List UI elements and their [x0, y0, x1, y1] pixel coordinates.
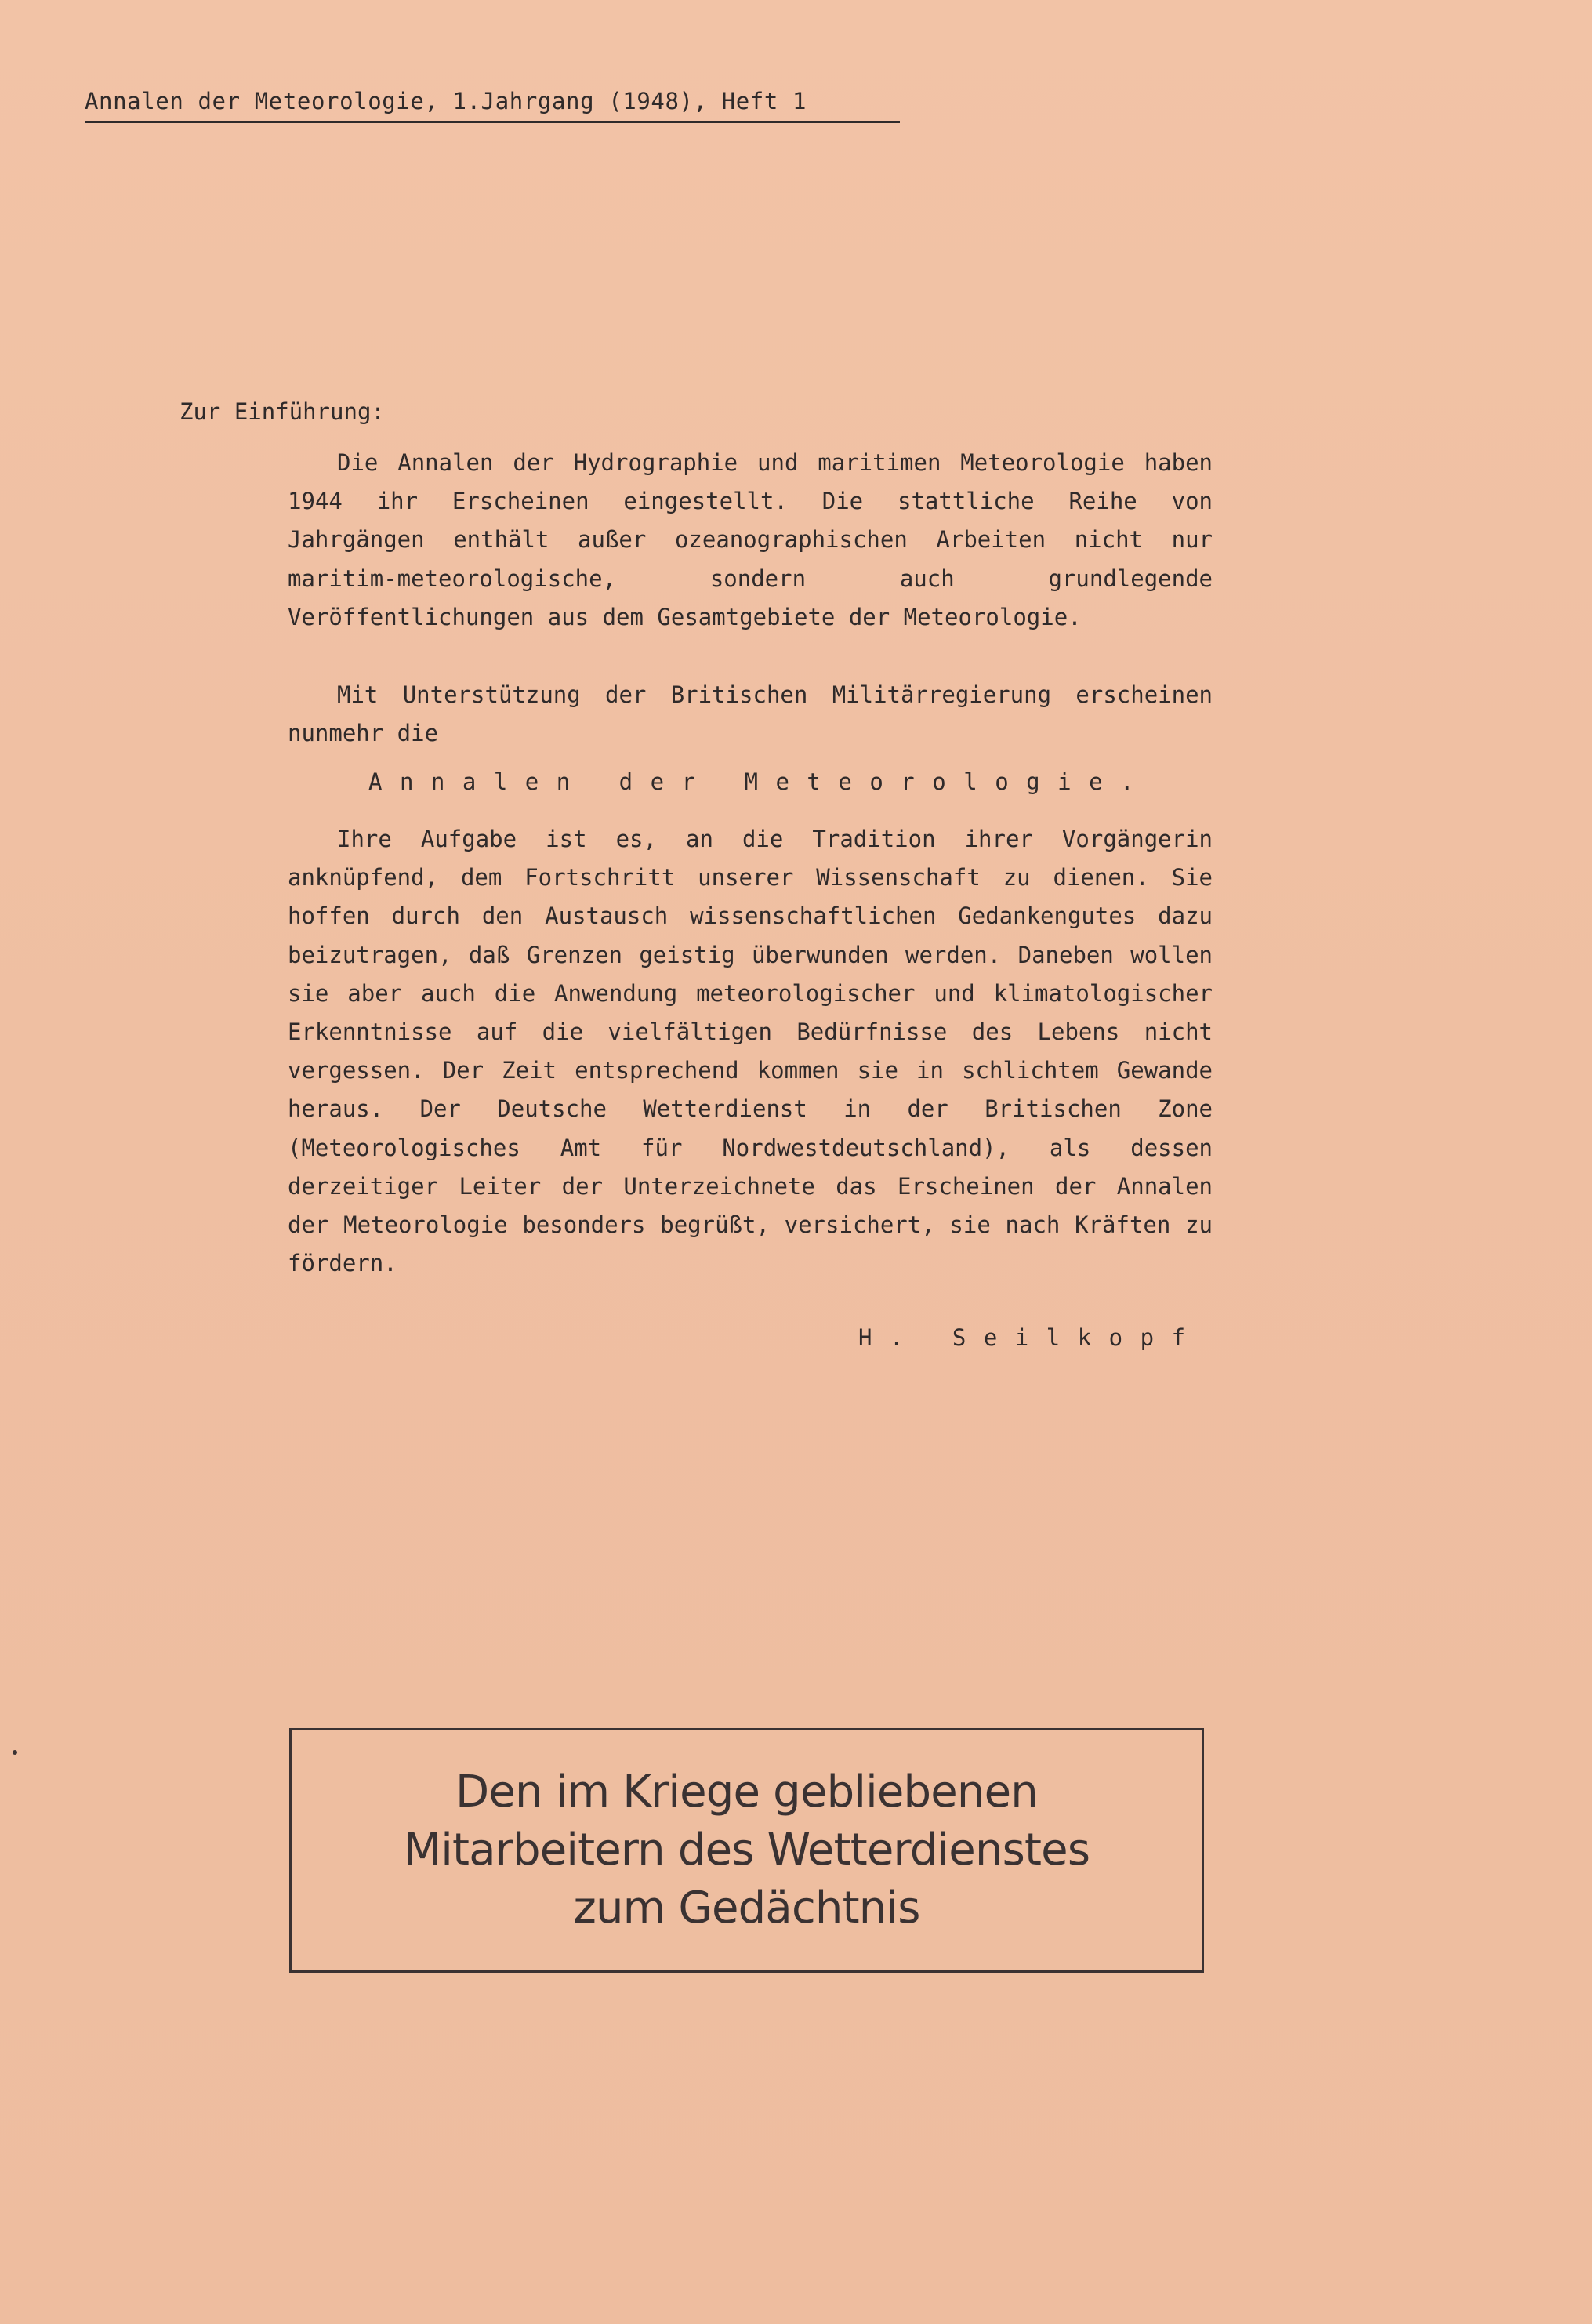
section-heading: Zur Einführung: [180, 398, 385, 425]
memorial-line-1: Den im Kriege gebliebenen [455, 1767, 1038, 1817]
paragraph-2: Mit Unterstützung der Britischen Militärregierung erscheinen nunmehr die [288, 681, 1213, 747]
running-header: Annalen der Meteorologie, 1.Jahrgang (1948), Heft 1 [85, 88, 900, 123]
memorial-line-3: zum Gedächtnis [573, 1883, 920, 1934]
journal-title: Annalen der Meteorologie. [368, 768, 1151, 795]
paragraph-3: Ihre Aufgabe ist es, an die Tradition ihrer Vorgängerin anknüpfend, dem Fortschritt unserer Wissenschaft zu dienen. Sie hoffen durch den Austausch wissenschaftlichen Gedankengutes dazu beizutragen, daß Grenzen geistig überwunden werden. Daneben wollen sie aber auch die Anwendung meteorologischer und klimatologischer Erkenntnisse auf die vielfältigen Bedürfnisse des Lebens nicht vergessen. Der Zeit entsprechend kommen sie in schlichtem Gewande heraus. Der Deutsche Wetterdienst in der Britischen Zone (Meteorologisches Amt für Nordwestdeutschland), als dessen derzeitiger Leiter der Unterzeichnete das Erscheinen der Annalen der Meteorologie besonders begrüßt, versichert, sie nach Kräften zu fördern. [288, 826, 1213, 1277]
paper-speck [13, 1750, 17, 1755]
paragraph-1: Die Annalen der Hydrographie und maritimen Meteorologie haben 1944 ihr Erscheinen eingestellt. Die stattliche Reihe von Jahrgängen enthält außer ozeanographischen Arbeiten nicht nur maritim-meteorologische, sondern auch grundlegende Veröffentlichungen aus dem Gesamtgebiete der Meteorologie. [288, 449, 1213, 630]
memorial-box [289, 1728, 1204, 1973]
memorial-line-2: Mitarbeitern des Wetterdienstes [403, 1825, 1090, 1876]
signature: H. Seilkopf [858, 1324, 1203, 1351]
